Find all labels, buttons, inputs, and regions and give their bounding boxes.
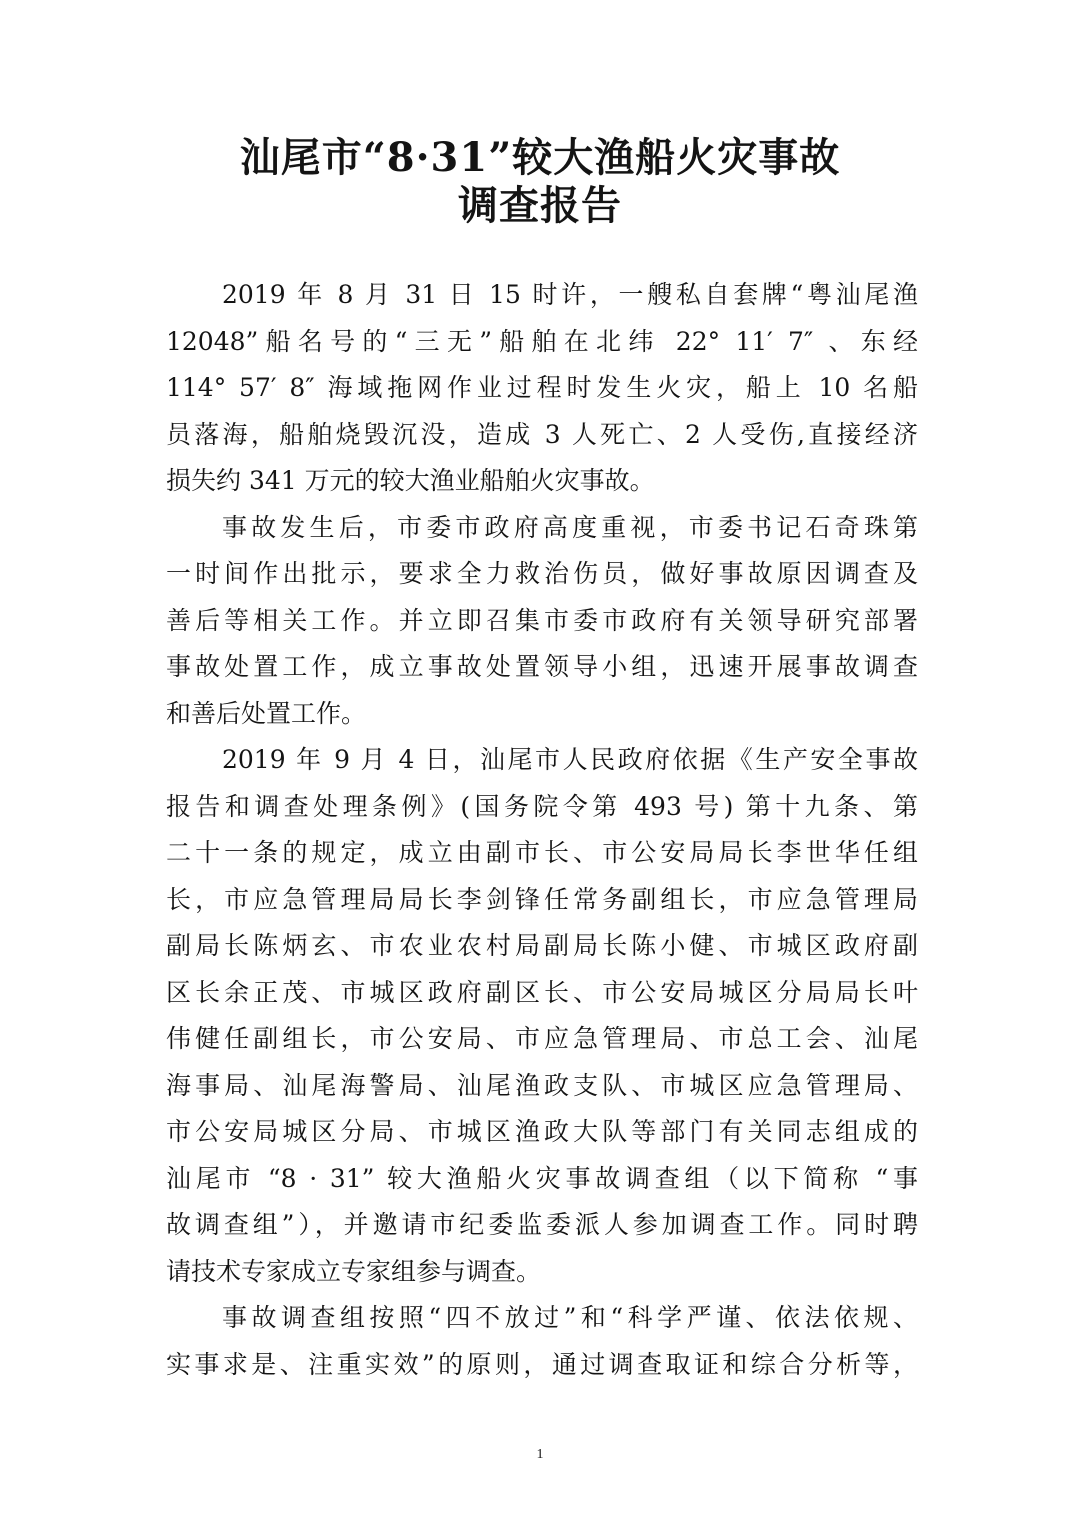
paragraph-line: 海事局、汕尾海警局、汕尾渔政支队、市城区应急管理局、	[166, 1070, 918, 1100]
paragraph-line: 12048”船名号的“三无”船舶在北纬 22° 11′ 7″ 、东经	[166, 326, 918, 356]
paragraph-line: 副局长陈炳玄、市农业农村局副局长陈小健、市城区政府副	[166, 931, 918, 960]
paragraph-line: 长，市应急管理局局长李剑锋任常务副组长，市应急管理局	[166, 884, 918, 914]
paragraph-line: 和善后处置工作。	[166, 698, 367, 728]
paragraph-line: 市公安局城区分局、市城区渔政大队等部门有关同志组成的	[166, 1117, 918, 1146]
paragraph	[166, 272, 918, 505]
report-title-line-2: 调查报告	[458, 182, 622, 229]
paragraph-line: 员落海，船舶烧毁沉没，造成 3 人死亡、2 人受伤,直接经济	[166, 419, 918, 449]
paragraph-line: 事故发生后，市委市政府高度重视，市委书记石奇珠第	[222, 512, 918, 542]
paragraph-line: 2019 年 8 月 31 日 15 时许，一艘私自套牌“粤汕尾渔	[222, 280, 918, 309]
paragraph-line: 事故调查组按照“四不放过”和“科学严谨、依法依规、	[222, 1303, 918, 1332]
paragraph-line: 二十一条的规定，成立由副市长、市公安局局长李世华任组	[166, 838, 918, 867]
paragraph-line: 伟健任副组长，市公安局、市应急管理局、市总工会、汕尾	[166, 1024, 918, 1053]
paragraph-line: 请技术专家成立专家组参与调查。	[166, 1256, 542, 1286]
paragraph-line: 故调查组”），并邀请市纪委监委派人参加调查工作。同时聘	[166, 1210, 918, 1239]
paragraph-line: 区长余正茂、市城区政府副区长、市公安局城区分局局长叶	[166, 977, 918, 1007]
paragraph-line: 报告和调查处理条例》(国务院令第 493 号) 第十九条、第	[166, 791, 918, 821]
report-body	[166, 272, 918, 1388]
paragraph-line: 实事求是、注重实效”的原则，通过调查取证和综合分析等，	[166, 1349, 918, 1379]
paragraph-line: 2019 年 9 月 4 日，汕尾市人民政府依据《生产安全事故	[222, 745, 918, 774]
paragraph	[166, 737, 918, 1295]
paragraph-line: 114° 57′ 8″ 海域拖网作业过程时发生火灾，船上 10 名船	[166, 373, 918, 402]
paragraph-line: 一时间作出批示，要求全力救治伤员，做好事故原因调查及	[166, 559, 918, 588]
paragraph	[166, 1295, 918, 1388]
paragraph-line: 损失约 341 万元的较大渔业船舶火灾事故。	[166, 466, 655, 495]
paragraph-line: 善后等相关工作。并立即召集市委市政府有关领导研究部署	[166, 605, 918, 635]
paragraph	[166, 505, 918, 738]
report-title-line-1: 汕尾市“8·31”较大渔船火灾事故	[239, 134, 841, 181]
paragraph-line: 事故处置工作，成立事故处置领导小组，迅速开展事故调查	[166, 652, 918, 681]
paragraph-line: 汕尾市 “8 · 31” 较大渔船火灾事故调查组（以下简称 “事	[166, 1163, 918, 1193]
page-number: 1	[536, 1447, 544, 1462]
